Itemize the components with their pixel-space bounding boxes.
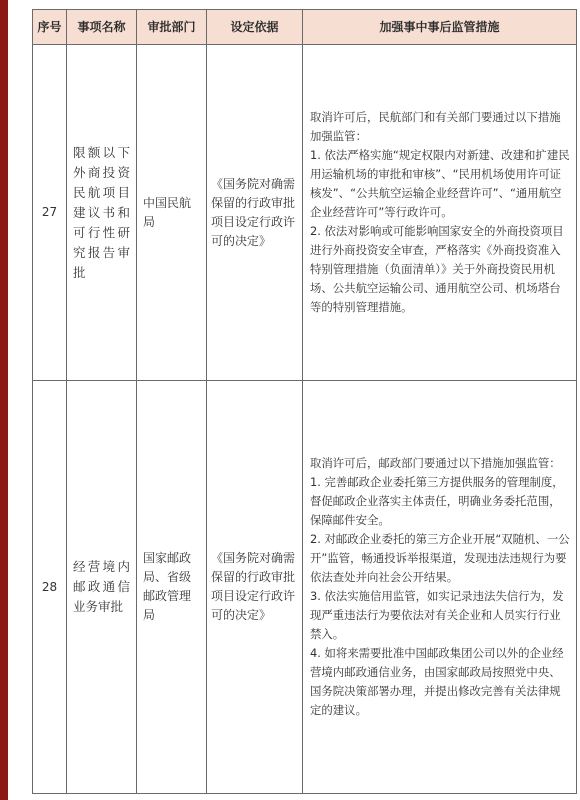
measure-intro: 取消许可后，民航部门和有关部门要通过以下措施加强监管： <box>310 110 561 143</box>
row-measures <box>303 45 577 381</box>
row-item-name: 经营境内邮政通信业务审批 <box>67 381 137 794</box>
regulation-table <box>32 9 577 794</box>
table-row <box>33 381 577 794</box>
measure-item: 1. 完善邮政企业委托第三方提供服务的管理制度，督促邮政企业落实主体责任，明确业务委托范围，保障邮件安全。 <box>310 475 564 527</box>
header-no: 序号 <box>33 10 67 45</box>
table-header-row <box>33 10 577 45</box>
header-basis: 设定依据 <box>207 10 303 45</box>
measure-item: 2. 依法对影响或可能影响国家安全的外商投资项目进行外商投资安全审查，严格落实《外商投资准入特别管理措施（负面清单）》关于外商投资民用机场、公共航空运输公司、通用航空公司、机场塔台等的特别管理措施。 <box>310 224 564 314</box>
measure-item: 2. 对邮政企业委托的第三方企业开展“双随机、一公开”监管，畅通投诉举报渠道，发现违法违规行为要依法查处并向社会公开结果。 <box>310 532 570 584</box>
table-row <box>33 45 577 381</box>
row-measures <box>303 381 577 794</box>
measure-item: 4. 如将来需要批准中国邮政集团公司以外的企业经营境内邮政通信业务，由国家邮政局按照党中央、国务院决策部署办理，并提出修改完善有关法律规定的建议。 <box>310 646 564 717</box>
left-accent-bar <box>0 0 8 800</box>
row-dept: 中国民航局 <box>137 45 207 381</box>
measure-item: 3. 依法实施信用监管，如实记录违法失信行为，发现严重违法行为要依法对有关企业和人员实行行业禁入。 <box>310 589 564 641</box>
row-basis: 《国务院对确需保留的行政审批项目设定行政许可的决定》 <box>207 381 303 794</box>
row-basis: 《国务院对确需保留的行政审批项目设定行政许可的决定》 <box>207 45 303 381</box>
measure-intro: 取消许可后，邮政部门要通过以下措施加强监管： <box>310 456 561 470</box>
header-name: 事项名称 <box>67 10 137 45</box>
measure-item: 1. 依法严格实施“规定权限内对新建、改建和扩建民用运输机场的审批和审核”、“民用机场使用许可证核发”、“公共航空运输企业经营许可”、“通用航空企业经营许可”等行政许可。 <box>310 148 570 219</box>
row-dept: 国家邮政局、省级邮政管理局 <box>137 381 207 794</box>
row-item-name: 限额以下外商投资民航项目建议书和可行性研究报告审批 <box>67 45 137 381</box>
header-measures: 加强事中事后监管措施 <box>303 10 577 45</box>
row-no: 28 <box>33 381 67 794</box>
row-no: 27 <box>33 45 67 381</box>
header-dept: 审批部门 <box>137 10 207 45</box>
